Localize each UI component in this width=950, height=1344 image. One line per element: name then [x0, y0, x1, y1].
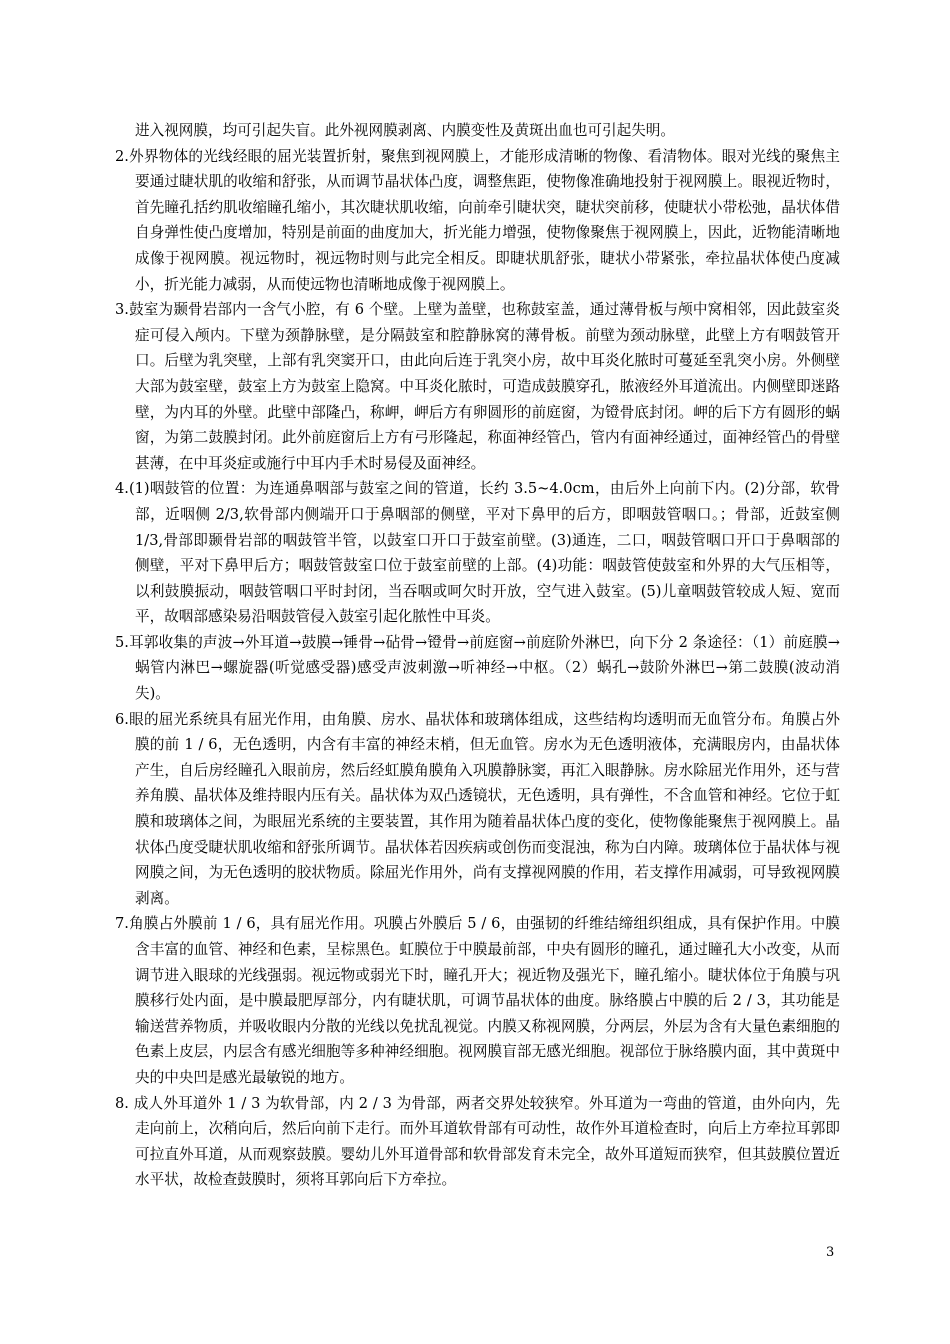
- paragraph-8: [115, 1091, 840, 1193]
- document-body: [115, 118, 840, 1193]
- paragraph-number: 5.: [115, 633, 129, 651]
- page-number: 3: [826, 1245, 835, 1260]
- paragraph-text: 鼓室为颞骨岩部内一含气小腔，有 6 个壁。上壁为盖壁，也称鼓室盖，通过薄骨板与颅中窝相邻，因此鼓室炎症可侵入颅内。下壁为颈静脉壁，是分隔鼓室和腔静脉窝的薄骨板。前壁为颈动脉壁，此壁上方有咽鼓管开口。后壁为乳突壁，上部有乳突窦开口，由此向后连于乳突小房，故中耳炎化脓时可蔓延至乳突小房。外侧壁大部为鼓室壁，鼓室上方为鼓室上隐窝。中耳炎化脓时，可造成鼓膜穿孔，脓液经外耳道流出。内侧壁即迷路壁，为内耳的外壁。此壁中部隆凸，称岬，岬后方有卵圆形的前庭窗，为镫骨底封闭。岬的后下方有圆形的蜗窗，为第二鼓膜封闭。此外前庭窗后上方有弓形隆起，称面神经管凸，管内有面神经通过，面神经管凸的骨壁甚薄，在中耳炎症或施行中耳内手术时易侵及面神经。: [128, 301, 840, 472]
- paragraph-6: [115, 707, 840, 912]
- paragraph-text: 外界物体的光线经眼的屈光装置折射，聚焦到视网膜上，才能形成清晰的物像、看清物体。眼对光线的聚焦主要通过睫状肌的收缩和舒张，从而调节晶状体凸度，调整焦距，使物像准确地投射于视网膜上。眼视近物时，首先瞳孔括约肌收缩瞳孔缩小，其次睫状肌收缩，向前牵引睫状突，睫状突前移，使睫状小带松弛，晶状体借自身弹性使凸度增加，特别是前面的曲度加大，折光能力增强，使物像聚焦于视网膜上，因此，近物能清晰地成像于视网膜。视远物时，视远物时则与此完全相反。即睫状肌舒张，睫状小带紧张，牵拉晶状体使凸度减小，折光能力减弱，从而使远物也清晰地成像于视网膜上。: [128, 147, 840, 293]
- paragraph-number: 7.: [115, 915, 129, 933]
- paragraph-number: 6.: [115, 710, 129, 728]
- paragraph-text: 角膜占外膜前 1 / 6，具有屈光作用。巩膜占外膜后 5 / 6，由强韧的纤维结缔组织组成，具有保护作用。中膜含丰富的血管、神经和色素，呈棕黑色。虹膜位于中膜最前部，中央有圆形的瞳孔，通过瞳孔大小改变，从而调节进入眼球的光线强弱。视远物或弱光下时，瞳孔开大；视近物及强光下，瞳孔缩小。睫状体位于角膜与巩膜移行处内面，是中膜最肥厚部分，内有睫状肌，可调节晶状体的曲度。脉络膜占中膜的后 2 / 3，其功能是输送营养物质，并吸收眼内分散的光线以免扰乱视觉。内膜又称视网膜，分两层，外层为含有大量色素细胞的色素上皮层，内层含有感光细胞等多种神经细胞。视网膜盲部无感光细胞。视部位于脉络膜内面，其中黄斑中央的中央凹是感光最敏锐的地方。: [128, 915, 840, 1086]
- paragraph-4: [115, 476, 840, 630]
- paragraph-5: [115, 630, 840, 707]
- paragraph-2: [115, 144, 840, 298]
- paragraph-text: 成人外耳道外 1 / 3 为软骨部，内 2 / 3 为骨部，两者交界处较狭窄。外耳道为一弯曲的管道，由外向内，先走向前上，次稍向后，然后向前下走行。而外耳道软骨部有可动性，故作外耳道检查时，向后上方牵拉耳郭即可拉直外耳道，从而观察鼓膜。婴幼儿外耳道骨部和软骨部发育未完全，故外耳道短而狭窄，但其鼓膜位置近水平状，故检查鼓膜时，须将耳郭向后下方牵拉。: [128, 1094, 840, 1189]
- paragraph-number: 8.: [115, 1094, 129, 1112]
- paragraph-7: [115, 911, 840, 1090]
- paragraph-text: 眼的屈光系统具有屈光作用，由角膜、房水、晶状体和玻璃体组成，这些结构均透明而无血管分布。角膜占外膜的前 1 / 6，无色透明，内含有丰富的神经末梢，但无血管。房水为无色透明液体，充满眼房内，由晶状体产生，自后房经瞳孔入眼前房，然后经虹膜角膜角入巩膜静脉窦，再汇入眼静脉。房水除屈光作用外，还与营养角膜、晶状体及维持眼内压有关。晶状体为双凸透镜状，无色透明，具有弹性，不含血管和神经。它位于虹膜和玻璃体之间，为眼屈光系统的主要装置，其作用为随着晶状体凸度的变化，使物像能聚焦于视网膜上。晶状体凸度受睫状肌收缩和舒张所调节。晶状体若因疾病或创伤而变混浊，称为白内障。玻璃体位于晶状体与视网膜之间，为无色透明的胶状物质。除屈光作用外，尚有支撑视网膜的作用，若支撑作用减弱，可导致视网膜剥离。: [128, 710, 840, 907]
- paragraph-continuation: [115, 118, 840, 144]
- paragraph-number: 2.: [115, 147, 129, 165]
- paragraph-text: (1)咽鼓管的位置：为连通鼻咽部与鼓室之间的管道，长约 3.5~4.0cm，由后外上向前下内。(2)分部，软骨部，近咽侧 2/3,软骨部内侧端开口于鼻咽部的侧壁，平对下鼻甲的后方，即咽鼓管咽口。；骨部，近鼓室侧 1/3,骨部即颞骨岩部的咽鼓管半管，以鼓室口开口于鼓室前壁。(3)通连，二口，咽鼓管咽口开口于鼻咽部的侧壁，平对下鼻甲后方；咽鼓管鼓室口位于鼓室前壁的上部。(4)功能：咽鼓管使鼓室和外界的大气压相等，以利鼓膜振动，咽鼓管咽口平时封闭，当吞咽或呵欠时开放，空气进入鼓室。(5)儿童咽鼓管较成人短、宽而平，故咽部感染易沿咽鼓管侵入鼓室引起化脓性中耳炎。: [128, 480, 840, 626]
- paragraph-text: 耳郭收集的声波→外耳道→鼓膜→锤骨→砧骨→镫骨→前庭窗→前庭阶外淋巴，向下分 2 条途径：（1）前庭膜→蜗管内淋巴→螺旋器(听觉感受器)感受声波刺激→听神经→中枢。（2）蜗孔→鼓阶外淋巴→第二鼓膜(波动消失)。: [128, 633, 840, 703]
- paragraph-number: 3.: [115, 301, 129, 319]
- paragraph-3: [115, 297, 840, 476]
- paragraph-text: 进入视网膜，均可引起失盲。此外视网膜剥离、内膜变性及黄斑出血也可引起失明。: [135, 122, 675, 139]
- paragraph-number: 4.: [115, 480, 129, 498]
